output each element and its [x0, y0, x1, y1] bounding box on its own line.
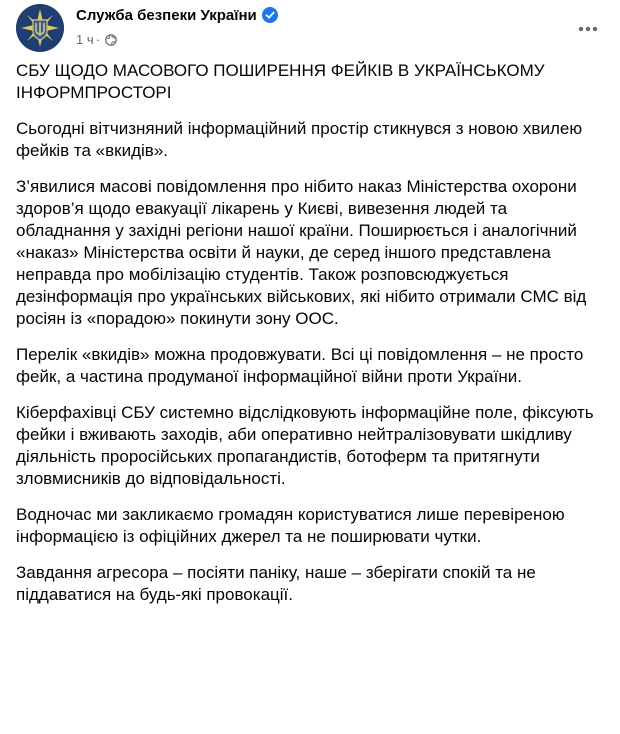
post-header	[16, 4, 606, 54]
page-name-link[interactable]	[76, 7, 278, 27]
verified-badge-icon	[262, 7, 278, 27]
post-paragraph-1: Сьогодні вітчизняний інформаційний простір стикнувся з новою хвилею фейків та «вкидів».	[16, 119, 583, 160]
post-paragraph-5: Водночас ми закликаємо громадян користуватися лише перевіреною інформацією із офіційних джерел та не поширювати чутки.	[16, 505, 565, 546]
sbu-emblem-icon[interactable]	[16, 4, 64, 52]
more-horizontal-icon	[578, 19, 598, 37]
post-meta	[76, 32, 117, 49]
post-paragraph-6: Завдання агресора – посіяти паніку, наше – зберігати спокій та не піддаватися на будь-які провокації.	[16, 563, 536, 604]
post-paragraph-2: З’явилися масові повідомлення про нібито наказ Міністерства охорони здоров’я щодо евакуації лікарень у Києві, вивезення людей та обладнання у західні регіони нашої країни. Поширюється і аналогічний «наказ» Міністерства освіти й науки, де серед іншого представлена неправда про мобілізацію студентів. Також розповсюджується дезінформація про українських військових, які нібито отримали СМС від росіян із «порадою» покинути зону ООС.	[16, 177, 587, 328]
post-paragraph-3: Перелік «вкидів» можна продовжувати. Всі ці повідомлення – не просто фейк, а частина продуманої інформаційної війни проти України.	[16, 345, 584, 386]
meta-separator: ·	[95, 32, 100, 47]
post-title: СБУ ЩОДО МАСОВОГО ПОШИРЕННЯ ФЕЙКІВ В УКРАЇНСЬКОМУ ІНФОРМПРОСТОРІ	[16, 61, 545, 102]
globe-icon[interactable]	[105, 34, 117, 49]
post-timestamp[interactable]: 1 ч	[76, 32, 94, 47]
page-name[interactable]: Служба безпеки України	[76, 7, 257, 24]
more-options-button[interactable]	[570, 10, 606, 46]
post-body	[16, 60, 606, 620]
post-paragraph-4: Кіберфахівці СБУ системно відслідковують інформаційне поле, фіксують фейки і вживають заходів, аби оперативно нейтралізовувати шкідливу діяльність проросійських пропагандистів, ботоферм та притягнути зловмисників до відповідальності.	[16, 403, 594, 488]
